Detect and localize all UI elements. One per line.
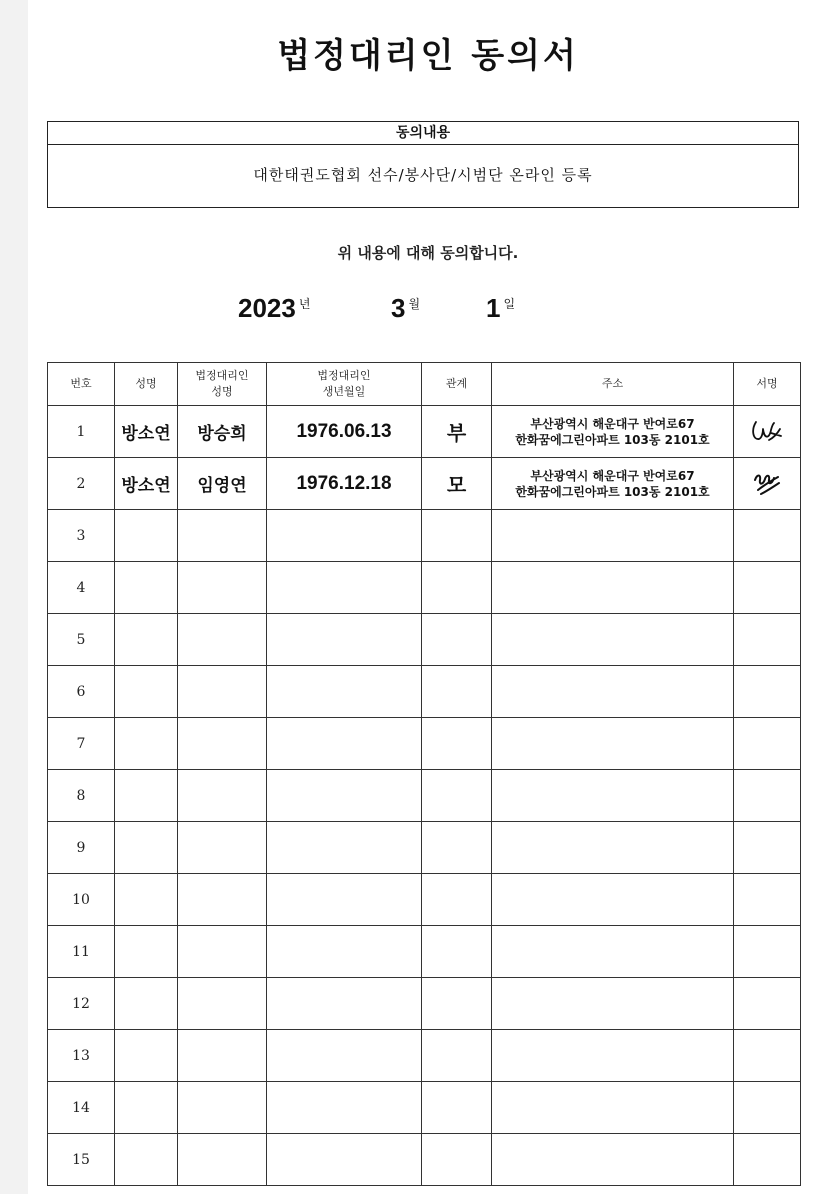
consent-text: 대한태권도협회 선수/봉사단/시범단 온라인 등록 xyxy=(253,166,593,184)
consent-heading: 동의내용 xyxy=(48,122,798,145)
row-number: 3 xyxy=(48,510,115,562)
student-name xyxy=(115,874,178,926)
row-number: 14 xyxy=(48,1082,115,1134)
table-row xyxy=(48,406,801,458)
signature-cell xyxy=(734,978,801,1030)
relation xyxy=(422,1082,492,1134)
table-row xyxy=(48,510,801,562)
rep-name xyxy=(178,718,267,770)
rep-birthdate xyxy=(267,1134,422,1186)
row-number: 4 xyxy=(48,562,115,614)
agreement-statement: 위 내용에 대해 동의합니다. xyxy=(337,244,519,262)
relation xyxy=(422,666,492,718)
signature-cell xyxy=(734,718,801,770)
date-day xyxy=(486,293,515,329)
rep-birthdate xyxy=(267,510,422,562)
signature-cell xyxy=(734,874,801,926)
student-name xyxy=(115,666,178,718)
table-row xyxy=(48,770,801,822)
rep-birthdate xyxy=(267,1082,422,1134)
relation xyxy=(422,926,492,978)
address xyxy=(492,822,734,874)
relation: 모 xyxy=(422,458,492,510)
signature-cell xyxy=(734,1030,801,1082)
address xyxy=(492,1082,734,1134)
table-row xyxy=(48,822,801,874)
rep-birthdate xyxy=(267,666,422,718)
address xyxy=(492,874,734,926)
rep-birthdate xyxy=(267,770,422,822)
rep-birthdate: 1976.12.18 xyxy=(267,458,422,510)
row-number: 12 xyxy=(48,978,115,1030)
student-name xyxy=(115,718,178,770)
row-number: 1 xyxy=(48,406,115,458)
relation xyxy=(422,562,492,614)
table-row xyxy=(48,1134,801,1186)
consent-content-box xyxy=(47,121,799,208)
row-number: 2 xyxy=(48,458,115,510)
relation xyxy=(422,718,492,770)
relation xyxy=(422,510,492,562)
student-name xyxy=(115,926,178,978)
relation: 부 xyxy=(422,406,492,458)
month-value: 3 xyxy=(391,293,406,323)
address xyxy=(492,926,734,978)
relation xyxy=(422,874,492,926)
student-name xyxy=(115,562,178,614)
row-number: 13 xyxy=(48,1030,115,1082)
student-name xyxy=(115,770,178,822)
rep-birthdate xyxy=(267,978,422,1030)
date-month xyxy=(391,293,420,329)
row-number: 8 xyxy=(48,770,115,822)
rep-birthdate xyxy=(267,822,422,874)
date-year xyxy=(238,293,310,329)
row-number: 7 xyxy=(48,718,115,770)
student-name: 방소연 xyxy=(115,406,178,458)
table-header-row xyxy=(48,363,801,406)
table-row xyxy=(48,614,801,666)
relation xyxy=(422,822,492,874)
rep-birthdate xyxy=(267,926,422,978)
address xyxy=(492,1030,734,1082)
address xyxy=(492,562,734,614)
header-signature: 서명 xyxy=(734,363,801,406)
year-value: 2023 xyxy=(238,293,296,323)
rep-name xyxy=(178,510,267,562)
year-unit: 년 xyxy=(298,297,311,311)
rep-birthdate xyxy=(267,874,422,926)
address xyxy=(492,510,734,562)
address: 부산광역시 해운대구 반여로67 한화꿈에그린아파트 103동 2101호 xyxy=(492,458,734,510)
row-number: 5 xyxy=(48,614,115,666)
rep-name xyxy=(178,666,267,718)
signature-cell xyxy=(734,458,801,510)
rep-name: 임영연 xyxy=(178,458,267,510)
table-row xyxy=(48,718,801,770)
header-name: 성명 xyxy=(115,363,178,406)
handwritten-signature-1 xyxy=(747,416,787,448)
rep-name xyxy=(178,978,267,1030)
signature-cell xyxy=(734,666,801,718)
address: 부산광역시 해운대구 반여로67 한화꿈에그린아파트 103동 2101호 xyxy=(492,406,734,458)
signature-cell xyxy=(734,1082,801,1134)
signature-cell xyxy=(734,562,801,614)
relation xyxy=(422,1030,492,1082)
rep-name xyxy=(178,1134,267,1186)
student-name xyxy=(115,510,178,562)
rep-name xyxy=(178,926,267,978)
relation xyxy=(422,978,492,1030)
student-name xyxy=(115,1134,178,1186)
rep-name xyxy=(178,1082,267,1134)
address xyxy=(492,718,734,770)
signature-cell xyxy=(734,406,801,458)
table-row xyxy=(48,1082,801,1134)
rep-name xyxy=(178,614,267,666)
rep-birthdate: 1976.06.13 xyxy=(267,406,422,458)
rep-name xyxy=(178,1030,267,1082)
guardian-table xyxy=(47,362,801,1186)
header-rep-name: 법정대리인 성명 xyxy=(178,363,267,406)
signature-cell xyxy=(734,614,801,666)
address xyxy=(492,666,734,718)
table-row xyxy=(48,926,801,978)
rep-birthdate xyxy=(267,1030,422,1082)
signature-cell xyxy=(734,926,801,978)
table-row xyxy=(48,562,801,614)
student-name xyxy=(115,978,178,1030)
signature-cell xyxy=(734,510,801,562)
row-number: 11 xyxy=(48,926,115,978)
table-row xyxy=(48,666,801,718)
rep-name xyxy=(178,770,267,822)
table-row xyxy=(48,874,801,926)
table-row xyxy=(48,1030,801,1082)
rep-birthdate xyxy=(267,562,422,614)
page-title: 법정대리인 동의서 xyxy=(277,36,579,76)
header-rep-birth: 법정대리인 생년월일 xyxy=(267,363,422,406)
rep-name xyxy=(178,822,267,874)
address xyxy=(492,614,734,666)
table-row xyxy=(48,978,801,1030)
student-name xyxy=(115,1030,178,1082)
header-relation: 관계 xyxy=(422,363,492,406)
signature-cell xyxy=(734,770,801,822)
student-name: 방소연 xyxy=(115,458,178,510)
row-number: 9 xyxy=(48,822,115,874)
relation xyxy=(422,770,492,822)
day-unit: 일 xyxy=(503,297,516,311)
header-no: 번호 xyxy=(48,363,115,406)
table-row xyxy=(48,458,801,510)
relation xyxy=(422,1134,492,1186)
consent-form-page xyxy=(28,0,828,1194)
rep-birthdate xyxy=(267,718,422,770)
header-address: 주소 xyxy=(492,363,734,406)
day-value: 1 xyxy=(486,293,501,323)
student-name xyxy=(115,614,178,666)
signature-cell xyxy=(734,1134,801,1186)
address xyxy=(492,1134,734,1186)
rep-name: 방승희 xyxy=(178,406,267,458)
month-unit: 월 xyxy=(408,297,421,311)
rep-name xyxy=(178,562,267,614)
relation xyxy=(422,614,492,666)
student-name xyxy=(115,1082,178,1134)
handwritten-signature-2 xyxy=(747,468,787,500)
student-name xyxy=(115,822,178,874)
address xyxy=(492,770,734,822)
rep-birthdate xyxy=(267,614,422,666)
row-number: 6 xyxy=(48,666,115,718)
rep-name xyxy=(178,874,267,926)
signature-cell xyxy=(734,822,801,874)
row-number: 15 xyxy=(48,1134,115,1186)
address xyxy=(492,978,734,1030)
row-number: 10 xyxy=(48,874,115,926)
